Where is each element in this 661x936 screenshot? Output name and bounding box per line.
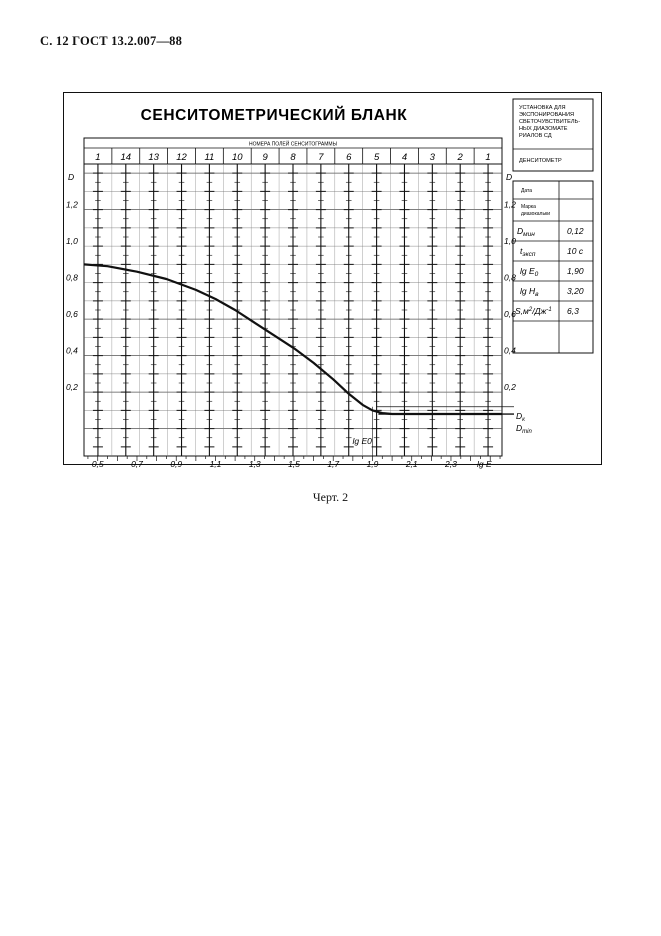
field-number: 14 — [120, 152, 132, 163]
x-tick-label: 0,7 — [131, 459, 143, 469]
y-tick-label-left: 0,2 — [66, 382, 78, 393]
label-dmin: $D_{min}$ — [516, 423, 532, 435]
param-value-dmin: 0,12 — [567, 226, 584, 236]
y-tick-label-right: 0,8 — [504, 272, 516, 283]
param-label-dmin: $D_{мин}$ — [517, 226, 535, 238]
field-number: 11 — [204, 152, 215, 163]
x-tick-label: 1,1 — [209, 459, 222, 469]
field-numbers-row — [84, 148, 502, 164]
y-tick-label-left: 0,6 — [66, 309, 78, 320]
sensitometric-form — [63, 92, 602, 469]
field-number: 5 — [373, 152, 380, 163]
field-number: 8 — [290, 152, 296, 163]
field-number: 10 — [231, 152, 243, 163]
param-label-lghb: $\lg H_в$ — [520, 286, 539, 298]
x-tick-label: 1,5 — [288, 459, 300, 469]
field-header-label: НОМЕРА ПОЛЕЙ СЕНСИТОГРАММЫ — [248, 141, 338, 148]
x-tick-label: 0,9 — [170, 459, 183, 469]
field-number: 9 — [262, 152, 268, 163]
y-tick-label-left: 0,8 — [66, 272, 78, 283]
install-label-3: СВЕТОЧУВСТВИТЕЛЬ- — [519, 119, 581, 125]
field-number: 7 — [318, 152, 324, 163]
install-label-4: НЫХ ДИАЗОМАТЕ — [519, 126, 568, 132]
param-label-s: $S,м^2/Дж^{-1}$ — [515, 306, 552, 316]
y-tick-label-left: 1,0 — [66, 236, 78, 247]
lge0-marker-label: lg E0 — [352, 436, 372, 446]
x-tick-label: 1,7 — [327, 459, 340, 469]
param-label-lge0: $\lg E_0$ — [520, 266, 539, 278]
field-number: 6 — [346, 152, 352, 163]
page-header: С. 12 ГОСТ 13.2.007—88 — [40, 34, 183, 48]
y-tick-label-left: 1,2 — [66, 199, 78, 210]
x-tick-label: 1,9 — [366, 459, 379, 469]
y-axis-label-right: D — [506, 172, 513, 182]
param-value-texp: 10 с — [567, 246, 584, 256]
y-tick-label-right: 0,6 — [504, 309, 516, 320]
field-number: 1 — [95, 152, 101, 163]
chart-plot — [66, 164, 516, 469]
y-tick-label-right: 0,4 — [504, 345, 516, 356]
x-tick-label: 0,5 — [91, 459, 104, 469]
param-value-lge0: 1,90 — [567, 266, 584, 276]
install-label-5: РИАЛОВ СД — [519, 133, 552, 139]
form-title: СЕНСИТОМЕТРИЧЕСКИЙ БЛАНК — [140, 107, 408, 124]
y-tick-label-left: 0,4 — [66, 345, 78, 356]
param-label-texp: $t_{эксп}$ — [520, 246, 536, 258]
densitometer-label: ДЕНСИТОМЕТР — [519, 158, 562, 164]
param-value-s: 6,3 — [567, 306, 579, 316]
field-number: 2 — [457, 152, 463, 163]
label-dk: $D_к$ — [516, 411, 525, 423]
y-tick-label-right: 1,0 — [504, 236, 516, 247]
x-tick-label: 2,1 — [405, 459, 418, 469]
y-tick-label-right: 1,2 — [504, 199, 516, 210]
field-number: 1 — [485, 152, 491, 163]
x-axis-label: lg E — [477, 459, 492, 469]
mark-label-1: Марка — [521, 204, 536, 210]
mark-label-2: диазокальки — [521, 211, 551, 217]
field-number: 12 — [176, 152, 187, 163]
x-tick-label: 1,3 — [248, 459, 261, 469]
figure-caption: Черт. 2 — [312, 490, 349, 504]
install-label-1: УСТАНОВКА ДЛЯ — [519, 105, 566, 111]
form-drawing — [64, 93, 600, 469]
date-label: Дата — [521, 188, 533, 194]
field-number: 13 — [148, 152, 159, 163]
y-axis-label-left: D — [68, 172, 75, 182]
y-tick-label-right: 0,2 — [504, 382, 516, 393]
param-value-lghb: 3,20 — [567, 286, 584, 296]
field-number: 4 — [401, 152, 408, 163]
install-label-2: ЭКСПОНИРОВАНИЯ — [519, 112, 575, 118]
x-tick-label: 2,3 — [445, 459, 457, 469]
field-number: 3 — [429, 152, 435, 163]
